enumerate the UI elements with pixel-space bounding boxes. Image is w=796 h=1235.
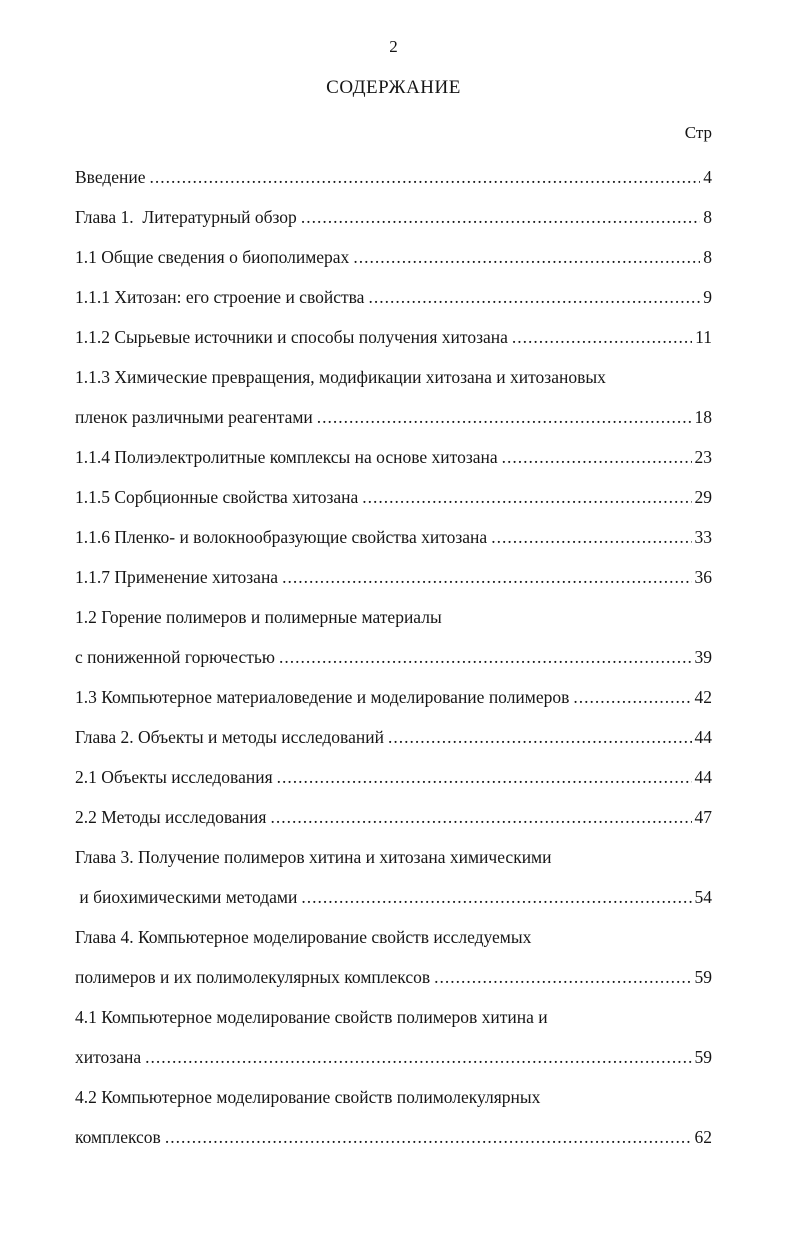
- toc-entry-text: 1.2 Горение полимеров и полимерные материалы: [75, 607, 442, 627]
- toc-page-number: 36: [694, 567, 712, 587]
- toc-entry-text: Глава 4. Компьютерное моделирование свойств исследуемых: [75, 927, 532, 947]
- toc-entry: [75, 608, 712, 667]
- toc-entry: [75, 528, 712, 547]
- toc-line: [75, 648, 712, 667]
- dot-leader: [388, 728, 692, 747]
- toc-page-number: 42: [694, 687, 712, 707]
- toc-entry: [75, 168, 712, 187]
- toc-page-number: 39: [694, 647, 712, 667]
- dot-leader: [301, 208, 700, 227]
- toc-entry-text: 1.1.3 Химические превращения, модификации хитозана и хитозановых: [75, 367, 606, 387]
- dot-leader: [502, 448, 692, 467]
- toc-line: [75, 808, 712, 827]
- toc-page-number: 29: [694, 487, 712, 507]
- dot-leader: [368, 288, 700, 307]
- toc-entry-text: и биохимическими методами: [75, 887, 298, 907]
- toc-entry-text: 4.2 Компьютерное моделирование свойств полимолекулярных: [75, 1087, 541, 1107]
- toc-entry-text: Глава 2. Объекты и методы исследований: [75, 727, 384, 747]
- dot-leader: [279, 648, 692, 667]
- toc-entry: [75, 768, 712, 787]
- toc-entry: [75, 488, 712, 507]
- toc-line: [75, 168, 712, 187]
- toc-entry-text: хитозана: [75, 1047, 142, 1067]
- dot-leader: [282, 568, 691, 587]
- toc-line: [75, 968, 712, 987]
- toc-entry-text: с пониженной горючестью: [75, 647, 275, 667]
- toc-line: [75, 1048, 712, 1067]
- dot-leader: [150, 168, 701, 187]
- dot-leader: [491, 528, 691, 547]
- toc-entry: [75, 848, 712, 907]
- toc-entry-text: Глава 3. Получение полимеров хитина и хитозана химическими: [75, 847, 552, 867]
- toc-page-number: 59: [694, 967, 712, 987]
- dot-leader: [317, 408, 692, 427]
- toc-entry-text: 4.1 Компьютерное моделирование свойств полимеров хитина и: [75, 1007, 548, 1027]
- toc-entry-text: 1.3 Компьютерное материаловедение и моделирование полимеров: [75, 687, 570, 707]
- toc-page-number: 54: [694, 887, 712, 907]
- toc-entry-text: 1.1.5 Сорбционные свойства хитозана: [75, 487, 359, 507]
- toc-entry-text: 1.1 Общие сведения о биополимерах: [75, 247, 350, 267]
- toc-entry: [75, 1008, 712, 1067]
- dot-leader: [573, 688, 691, 707]
- toc-entry-text: 1.1.1 Хитозан: его строение и свойства: [75, 287, 365, 307]
- toc-line: [75, 1128, 712, 1147]
- dot-leader: [277, 768, 692, 787]
- dot-leader: [165, 1128, 692, 1147]
- toc-page-number: 8: [703, 247, 712, 267]
- toc-page-number: 11: [695, 327, 712, 347]
- toc-line: [75, 288, 712, 307]
- toc-entry: [75, 448, 712, 467]
- toc-line: [75, 688, 712, 707]
- toc-entry-text: Введение: [75, 167, 146, 187]
- dot-leader: [301, 888, 691, 907]
- toc-page-number: 47: [694, 807, 712, 827]
- toc-page-number: 59: [694, 1047, 712, 1067]
- dot-leader: [434, 968, 691, 987]
- toc-entry-text: 1.1.6 Пленко- и волокнообразующие свойства хитозана: [75, 527, 488, 547]
- toc-page-number: 33: [694, 527, 712, 547]
- toc-page-number: 44: [694, 767, 712, 787]
- toc-entry: [75, 688, 712, 707]
- toc-entry: [75, 1088, 712, 1147]
- toc-line: [75, 1008, 712, 1027]
- toc-line: [75, 448, 712, 467]
- toc-line: [75, 208, 712, 227]
- toc-entry: [75, 728, 712, 747]
- toc-line: [75, 728, 712, 747]
- toc-entry: [75, 328, 712, 347]
- toc-entry-text: Глава 1. Литературный обзор: [75, 207, 297, 227]
- toc-entry: [75, 288, 712, 307]
- toc-line: [75, 368, 712, 387]
- toc-line: [75, 608, 712, 627]
- column-header: Стр: [684, 123, 712, 142]
- page-number: 2: [389, 37, 398, 56]
- toc-line: [75, 848, 712, 867]
- dot-leader: [512, 328, 692, 347]
- toc-entry: [75, 208, 712, 227]
- toc-entry: [75, 808, 712, 827]
- table-of-contents: [75, 168, 712, 1147]
- toc-page-number: 44: [694, 727, 712, 747]
- toc-line: [75, 408, 712, 427]
- toc-line: [75, 568, 712, 587]
- toc-entry-text: полимеров и их полимолекулярных комплексов: [75, 967, 431, 987]
- toc-entry: [75, 568, 712, 587]
- toc-page-number: 18: [694, 407, 712, 427]
- toc-page-number: 4: [703, 167, 712, 187]
- toc-line: [75, 768, 712, 787]
- toc-line: [75, 928, 712, 947]
- toc-entry-text: 2.2 Методы исследования: [75, 807, 267, 827]
- dot-leader: [353, 248, 700, 267]
- toc-entry-text: пленок различными реагентами: [75, 407, 313, 427]
- toc-page-number: 8: [703, 207, 712, 227]
- toc-line: [75, 1088, 712, 1107]
- toc-page-number: 9: [703, 287, 712, 307]
- toc-entry: [75, 368, 712, 427]
- dot-leader: [145, 1048, 691, 1067]
- dot-leader: [362, 488, 691, 507]
- toc-line: [75, 328, 712, 347]
- toc-line: [75, 888, 712, 907]
- dot-leader: [270, 808, 691, 827]
- toc-page-number: 23: [694, 447, 712, 467]
- toc-entry-text: 1.1.2 Сырьевые источники и способы получения хитозана: [75, 327, 508, 347]
- toc-entry: [75, 928, 712, 987]
- toc-entry-text: комплексов: [75, 1127, 161, 1147]
- toc-entry-text: 1.1.7 Применение хитозана: [75, 567, 279, 587]
- page-title: СОДЕРЖАНИЕ: [326, 77, 461, 98]
- toc-line: [75, 248, 712, 267]
- toc-line: [75, 528, 712, 547]
- toc-entry-text: 1.1.4 Полиэлектролитные комплексы на основе хитозана: [75, 447, 498, 467]
- toc-page-number: 62: [694, 1127, 712, 1147]
- toc-line: [75, 488, 712, 507]
- toc-entry-text: 2.1 Объекты исследования: [75, 767, 273, 787]
- toc-entry: [75, 248, 712, 267]
